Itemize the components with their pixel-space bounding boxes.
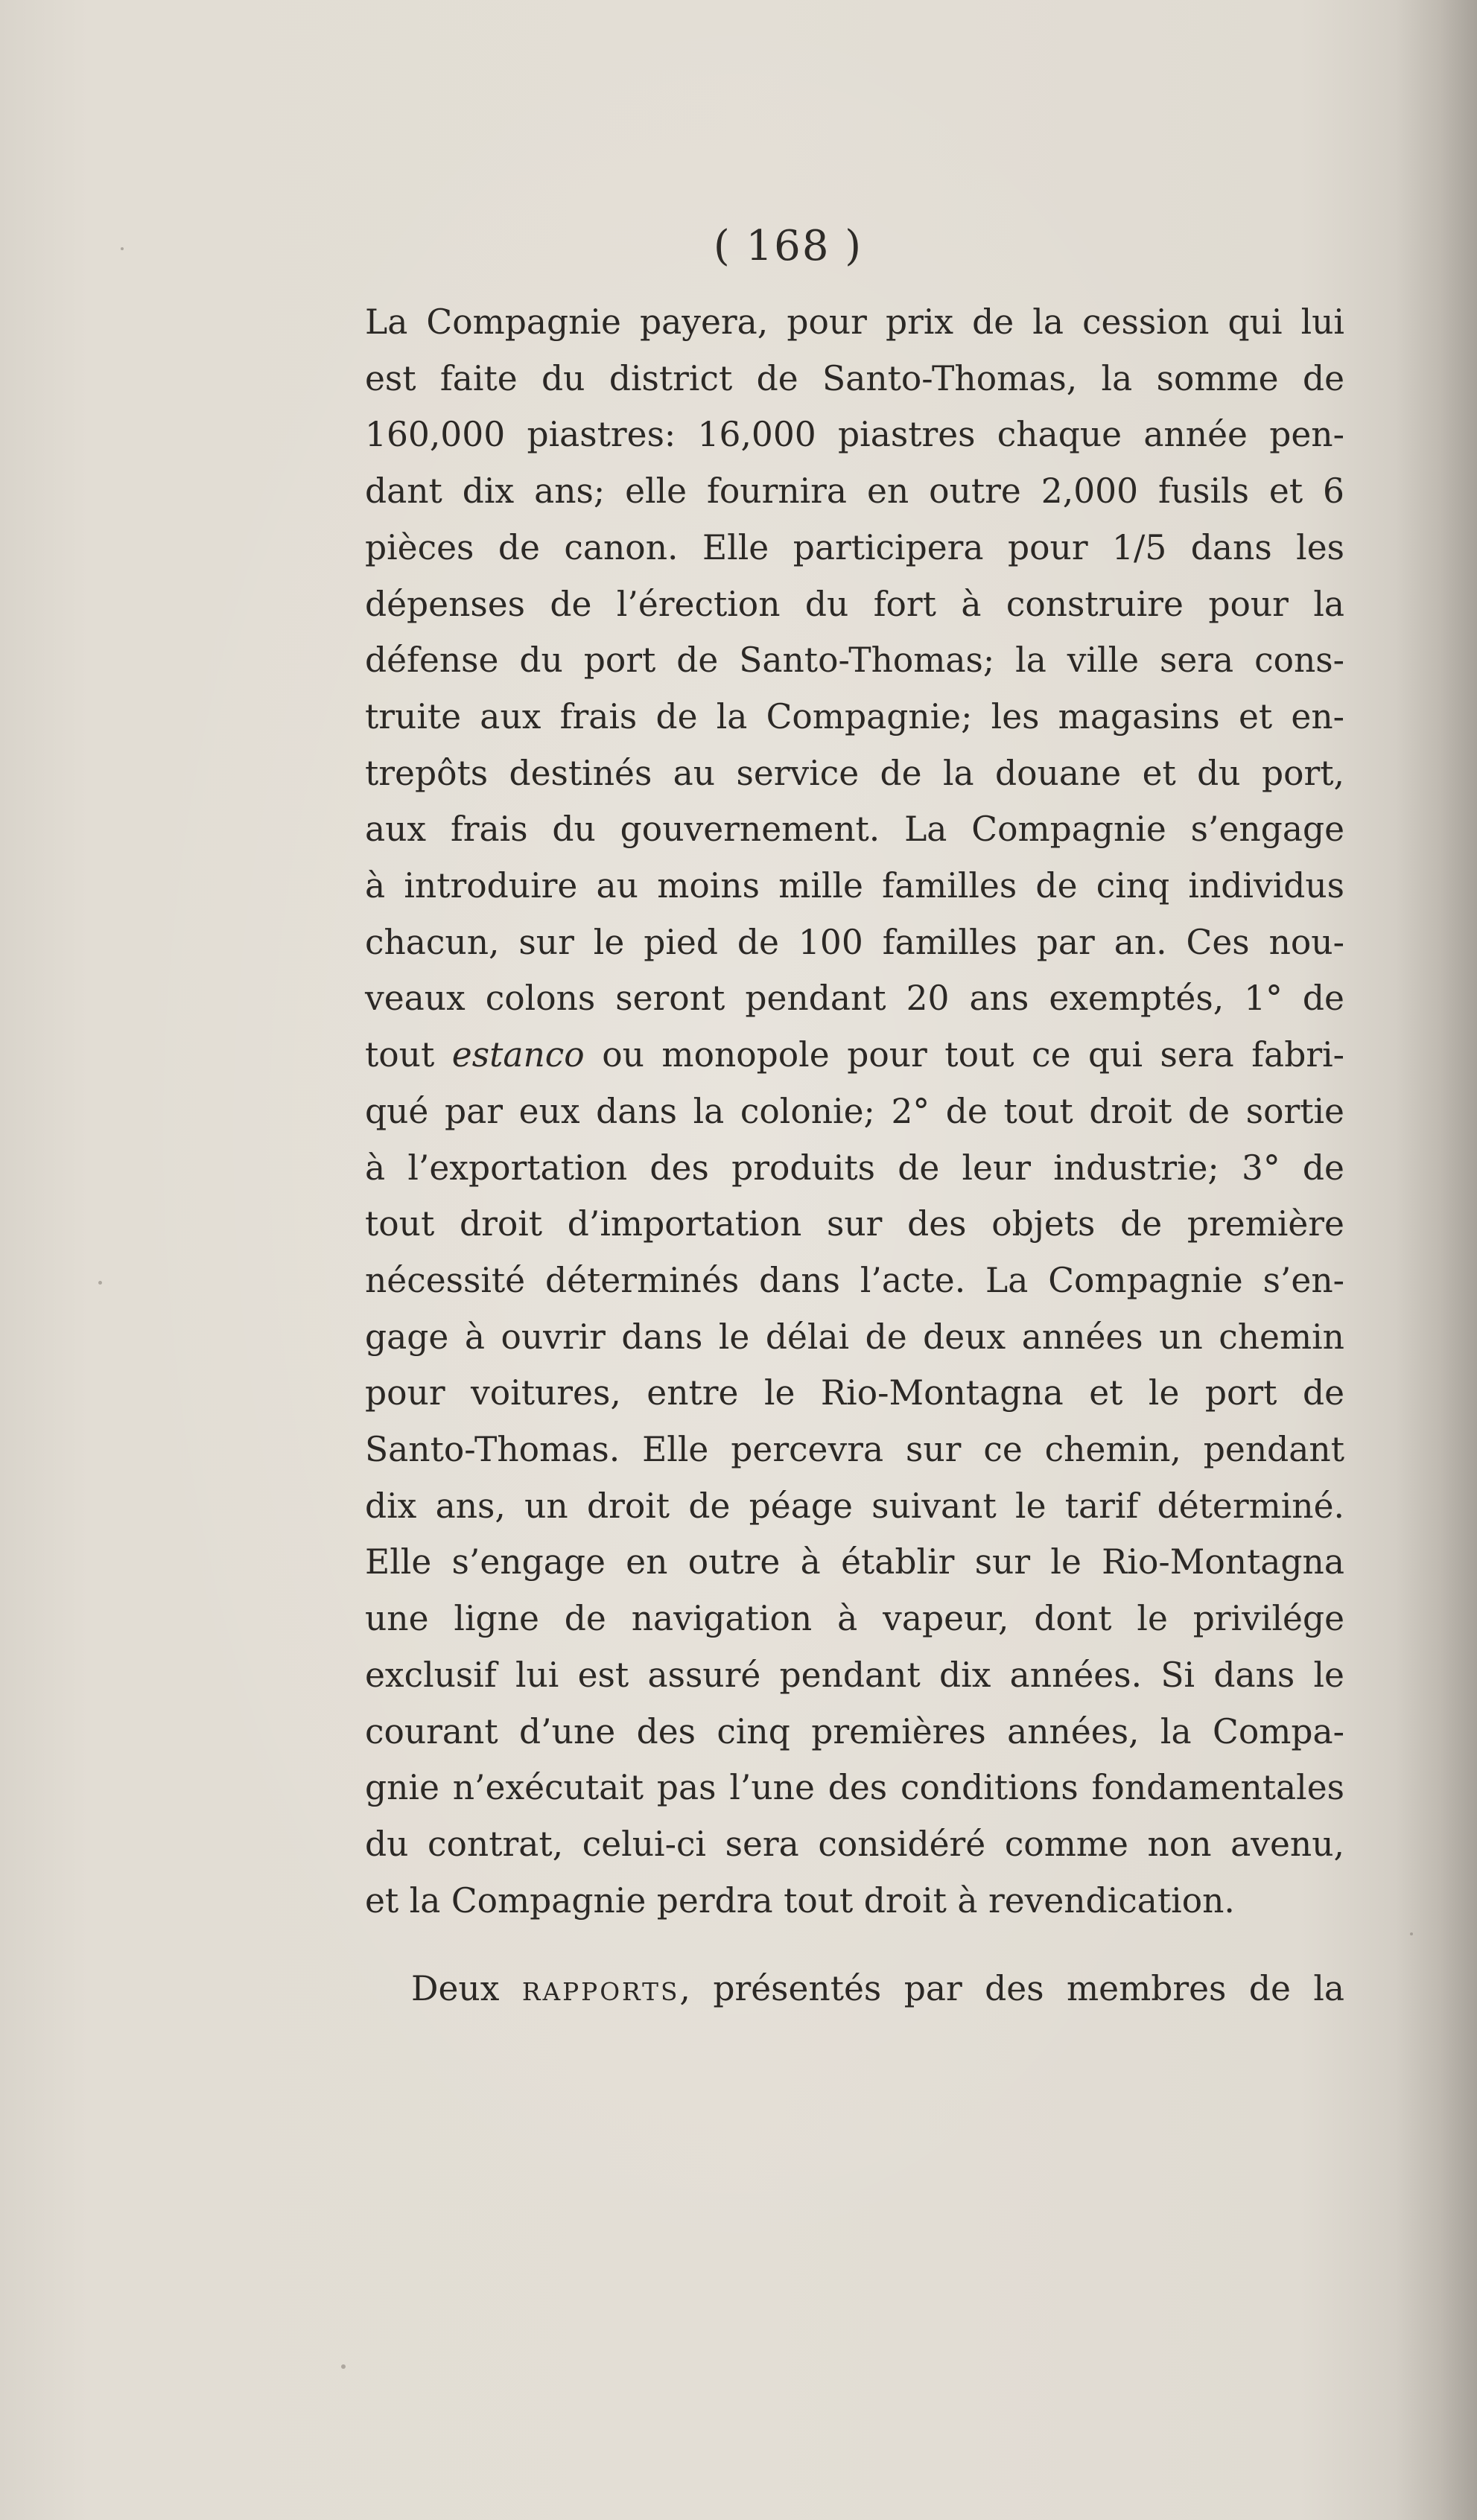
text-line: défense du port de Santo-Thomas; la ville sera cons-: [365, 640, 1344, 681]
text-line: gnie n’exécutait pas l’une des conditions fondamentales: [365, 1768, 1344, 1808]
text-line: trepôts destinés au service de la douane et du port,: [365, 753, 1344, 793]
text-line: La Compagnie payera, pour prix de la cession qui lui: [365, 302, 1344, 342]
text-line: aux frais du gouvernement. La Compagnie s’engage: [365, 809, 1344, 850]
paragraph-opening-line: [365, 1961, 1344, 2021]
body-text: [365, 294, 1344, 2021]
text-line: tout droit d’importation sur des objets de première: [365, 1204, 1344, 1244]
text-line: exclusif lui est assuré pendant dix années. Si dans le: [365, 1655, 1344, 1695]
paper-speck: [341, 2364, 346, 2369]
text-segment: , présentés par des membres de la: [679, 1969, 1344, 2009]
paragraph-last-line: et la Compagnie perdra tout droit à revendication.: [365, 1880, 1235, 1921]
text-line-with-italic: [365, 1027, 1344, 1084]
text-line: à l’exportation des produits de leur industrie; 3° de: [365, 1148, 1344, 1188]
text-line: dant dix ans; elle fournira en outre 2,000 fusils et 6: [365, 471, 1344, 512]
text-line: truite aux frais de la Compagnie; les magasins et en-: [365, 696, 1344, 736]
paper-speck: [121, 247, 124, 250]
paper-speck: [1410, 1932, 1413, 1935]
text-segment: ou monopole pour tout ce qui sera fabri-: [584, 1035, 1344, 1075]
paragraph-spacer: [365, 1929, 1344, 1961]
italic-term: estanco: [451, 1035, 585, 1075]
paper-speck: [98, 1281, 102, 1285]
text-line: 160,000 piastres: 16,000 piastres chaque année pen-: [365, 415, 1344, 455]
text-line: une ligne de navigation à vapeur, dont le privilége: [365, 1599, 1344, 1639]
text-line: Santo-Thomas. Elle percevra sur ce chemin, pendant: [365, 1430, 1344, 1470]
text-line: dépenses de l’érection du fort à construire pour la: [365, 584, 1344, 624]
text-segment: tout: [365, 1035, 452, 1075]
binding-shadow: [1395, 0, 1477, 2520]
text-line: est faite du district de Santo-Thomas, la somme de: [365, 358, 1344, 398]
text-line: chacun, sur le pied de 100 familles par an. Ces nou-: [365, 922, 1344, 962]
text-line: Elle s’engage en outre à établir sur le Rio-Montagna: [365, 1542, 1344, 1582]
text-line: pour voitures, entre le Rio-Montagna et le port de: [365, 1373, 1344, 1413]
smallcaps-term: RAPPORTS: [521, 1978, 680, 2007]
text-line: gage à ouvrir dans le délai de deux années un chemin: [365, 1317, 1344, 1357]
text-segment: Deux: [411, 1969, 522, 2009]
page-number: ( 168 ): [713, 222, 863, 270]
text-line: nécessité déterminés dans l’acte. La Compagnie s’en-: [365, 1260, 1344, 1300]
text-line: courant d’une des cinq premières années, la Compa-: [365, 1711, 1344, 1751]
text-line: à introduire au moins mille familles de cinq individus: [365, 866, 1344, 906]
text-line: qué par eux dans la colonie; 2° de tout droit de sortie: [365, 1091, 1344, 1131]
text-line: veaux colons seront pendant 20 ans exemptés, 1° de: [365, 979, 1344, 1019]
text-line: dix ans, un droit de péage suivant le tarif déterminé.: [365, 1486, 1344, 1526]
text-line: pièces de canon. Elle participera pour 1/5 dans les: [365, 527, 1344, 567]
text-line: du contrat, celui-ci sera considéré comme non avenu,: [365, 1824, 1344, 1864]
